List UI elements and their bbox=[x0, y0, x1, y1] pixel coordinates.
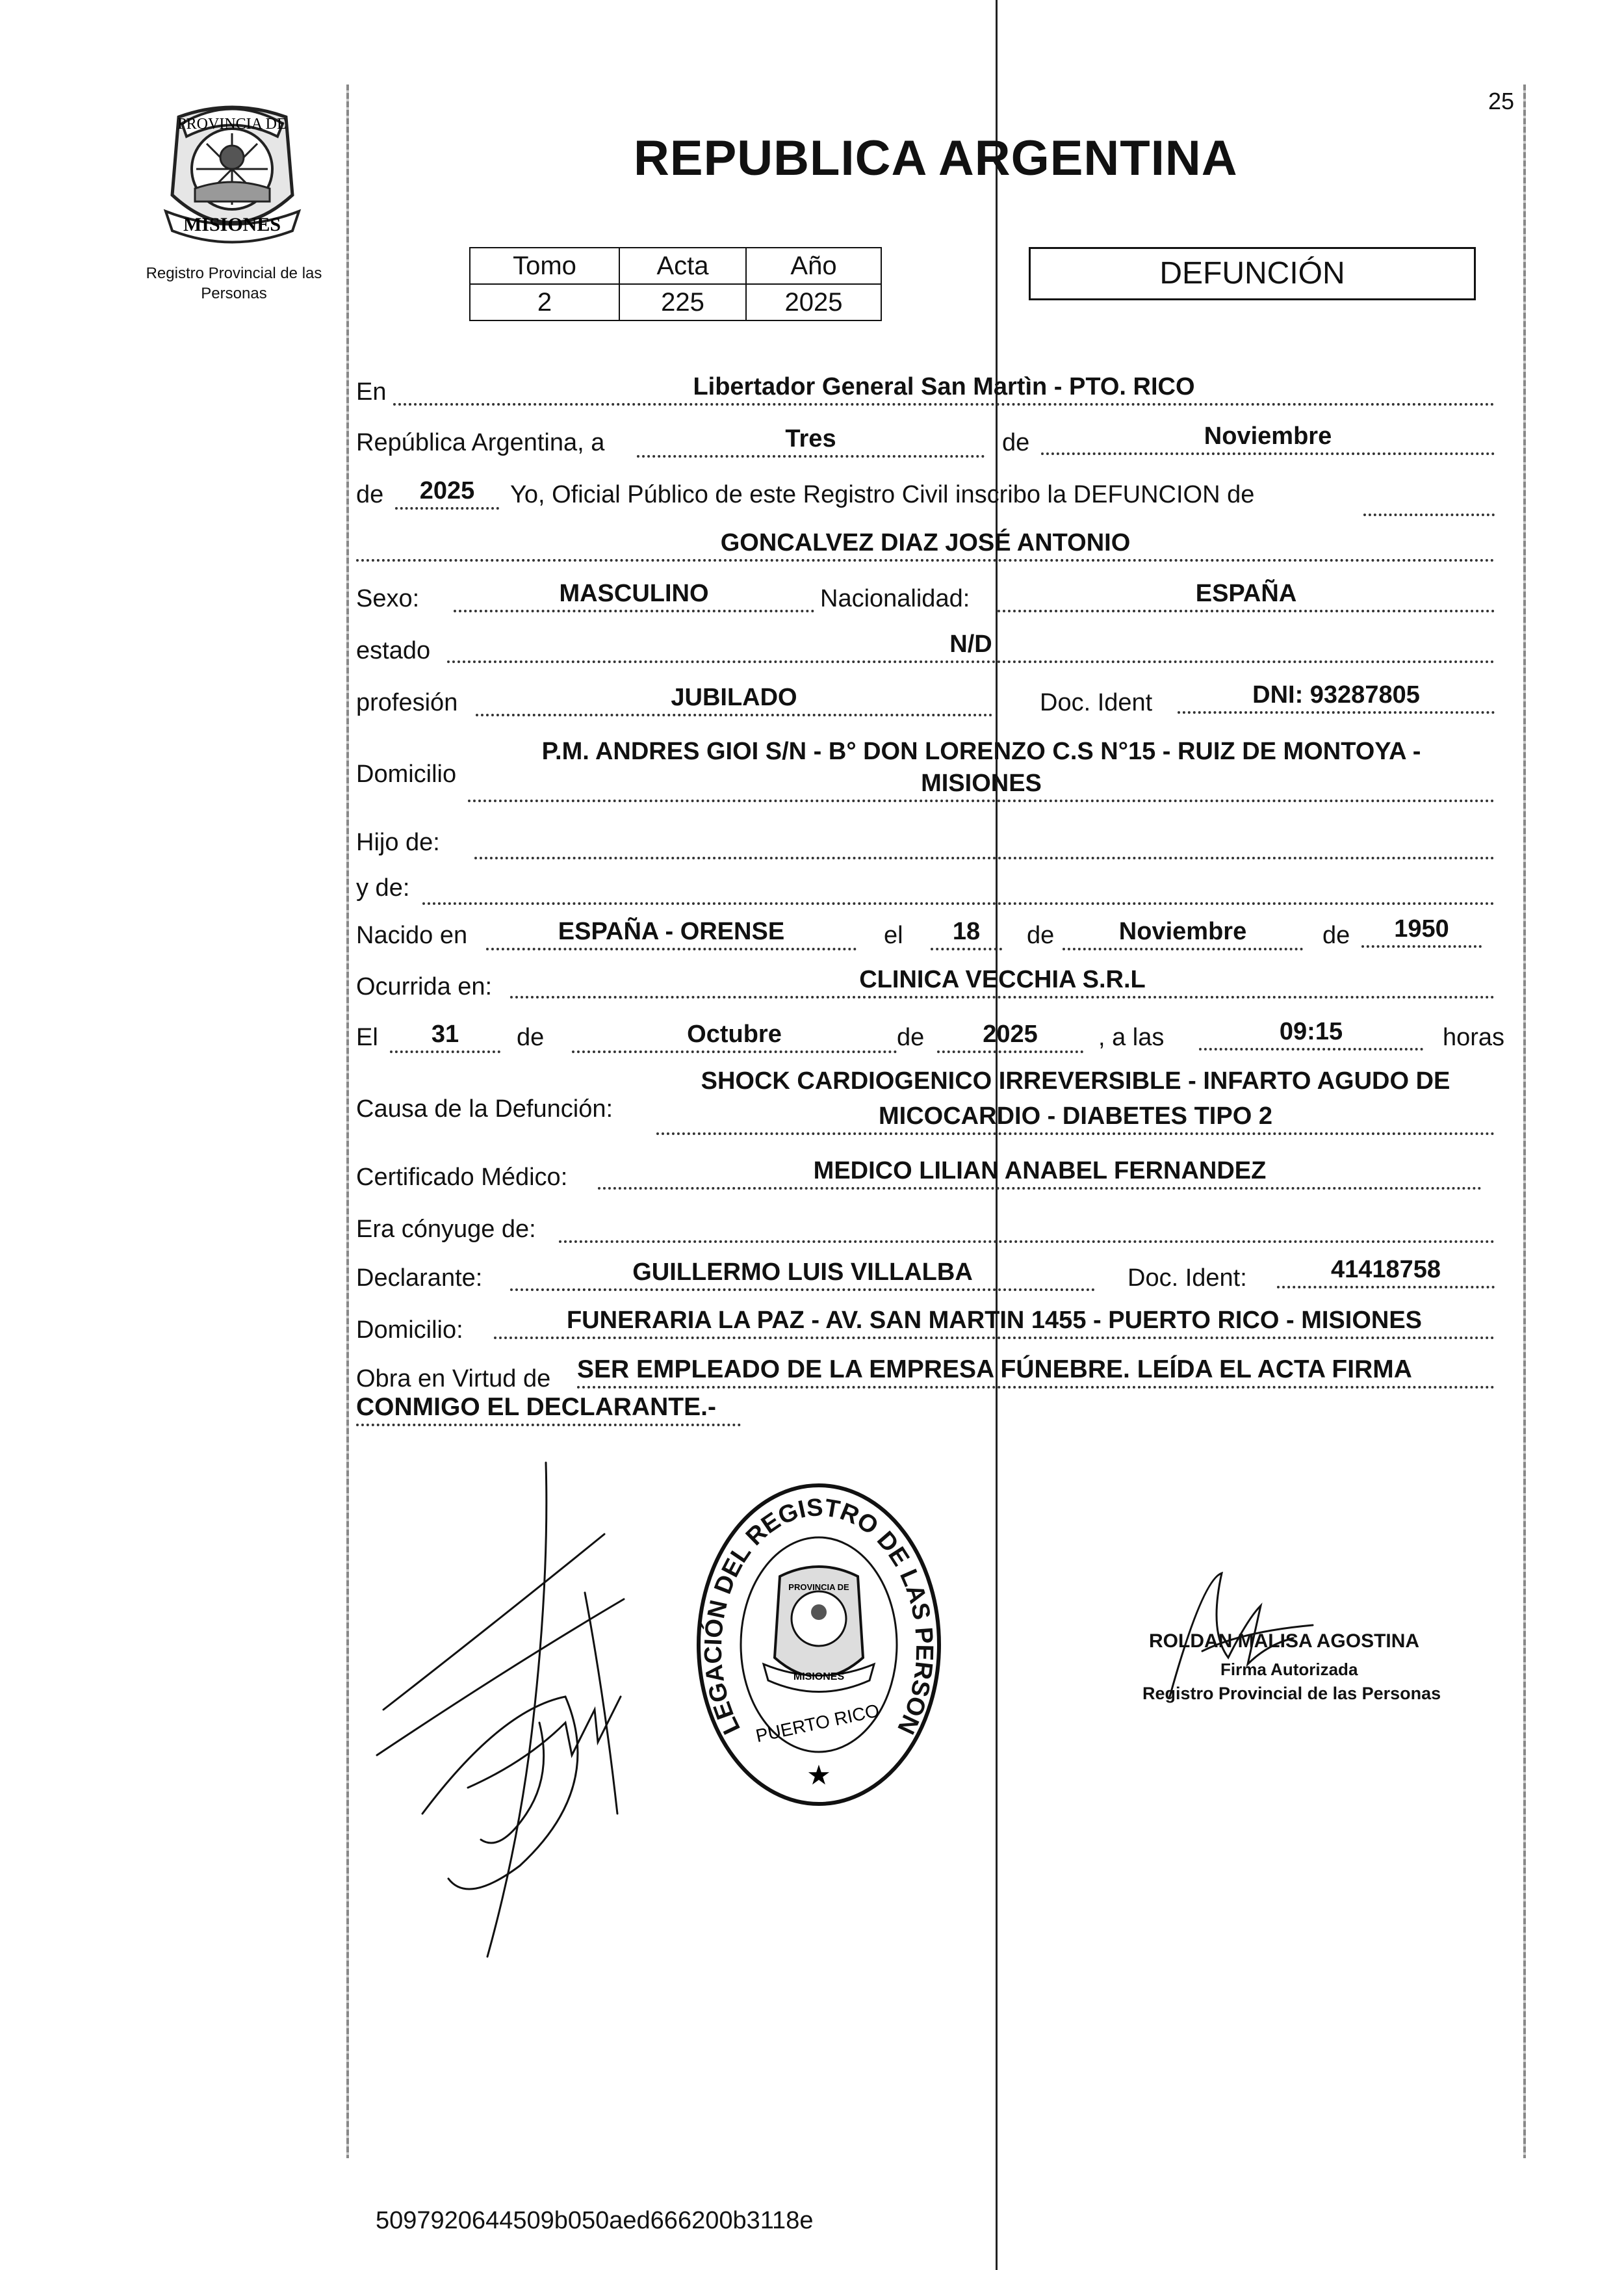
death-month-field: Octubre bbox=[572, 1018, 897, 1053]
document-hash: 5097920644509b050aed666200b3118e bbox=[376, 2207, 814, 2234]
death-time-field: 09:15 bbox=[1199, 1015, 1423, 1050]
label-causa: Causa de la Defunción: bbox=[356, 1095, 613, 1123]
label-de: de bbox=[517, 1024, 545, 1051]
svg-text:PROVINCIA DE: PROVINCIA DE bbox=[177, 116, 287, 133]
dni-field: DNI: 93287805 bbox=[1178, 679, 1495, 714]
label-a-las: , a las bbox=[1098, 1024, 1165, 1051]
svg-text:PROVINCIA DE: PROVINCIA DE bbox=[788, 1582, 849, 1592]
left-margin-rule bbox=[346, 85, 349, 2158]
birth-month-field: Noviembre bbox=[1063, 915, 1303, 950]
birth-year-field: 1950 bbox=[1361, 913, 1482, 948]
death-place-field: CLINICA VECCHIA S.R.L bbox=[510, 963, 1495, 998]
record-table-header: Año bbox=[746, 248, 881, 284]
svg-text:★: ★ bbox=[806, 1759, 831, 1791]
page-title: REPUBLICA ARGENTINA bbox=[634, 131, 1238, 186]
authority-role: Firma Autorizada bbox=[1220, 1660, 1358, 1679]
death-year-field: 2025 bbox=[937, 1018, 1083, 1053]
label-doc-ident: Doc. Ident: bbox=[1128, 1264, 1247, 1292]
label-declarante: Declarante: bbox=[356, 1264, 483, 1292]
place-field: Libertador General San Martìn - PTO. RICO bbox=[393, 371, 1495, 406]
basis-field-line2: CONMIGO EL DECLARANTE.- bbox=[356, 1391, 741, 1426]
registry-label: Registro Provincial de las Personas bbox=[146, 265, 322, 302]
authority-org: Registro Provincial de las Personas bbox=[1142, 1684, 1441, 1703]
death-day-field: 31 bbox=[390, 1018, 500, 1053]
label-de: de bbox=[1027, 922, 1055, 949]
address-field-line2: MISIONES bbox=[468, 767, 1495, 802]
label-oficial: Yo, Oficial Público de este Registro Civil inscribo la DEFUNCION de bbox=[510, 481, 1255, 508]
record-type-box: DEFUNCIÓN bbox=[1029, 247, 1476, 300]
nationality-field: ESPAÑA bbox=[998, 577, 1495, 612]
label-conyuge: Era cónyuge de: bbox=[356, 1216, 536, 1243]
registry-seal bbox=[682, 1463, 955, 1830]
label-sexo: Sexo: bbox=[356, 585, 420, 612]
label-profesion: profesión bbox=[356, 689, 458, 716]
record-table-header: Tomo bbox=[470, 248, 619, 284]
mother-field bbox=[422, 870, 1495, 905]
birthplace-field: ESPAÑA - ORENSE bbox=[486, 915, 857, 950]
label-el: El bbox=[356, 1024, 378, 1051]
label-horas: horas bbox=[1443, 1024, 1505, 1051]
record-table-cell: 225 bbox=[619, 284, 746, 320]
misiones-emblem bbox=[153, 98, 312, 257]
label-nacido-en: Nacido en bbox=[356, 922, 468, 949]
certificate-field: MEDICO LILIAN ANABEL FERNANDEZ bbox=[598, 1155, 1482, 1190]
label-domicilio: Domicilio bbox=[356, 761, 457, 788]
basis-field-line1: SER EMPLEADO DE LA EMPRESA FÚNEBRE. LEÍDA EL ACTA FIRMA bbox=[577, 1353, 1495, 1389]
father-field bbox=[474, 824, 1495, 859]
label-domicilio: Domicilio: bbox=[356, 1316, 463, 1344]
svg-text:MISIONES: MISIONES bbox=[793, 1671, 845, 1682]
label-de: de bbox=[897, 1024, 925, 1051]
year-registered-field: 2025 bbox=[395, 475, 499, 510]
label-de: de bbox=[1322, 922, 1350, 949]
birth-day-field: 18 bbox=[931, 915, 1002, 950]
record-table-cell: 2025 bbox=[746, 284, 881, 320]
label-en: En bbox=[356, 378, 387, 406]
day-registered-field: Tres bbox=[637, 423, 985, 458]
label-el: el bbox=[884, 922, 903, 949]
fold-line bbox=[996, 0, 998, 2270]
declarant-signature bbox=[370, 1450, 734, 1999]
declarant-address-field: FUNERARIA LA PAZ - AV. SAN MARTIN 1455 - PUERTO RICO - MISIONES bbox=[494, 1304, 1495, 1339]
svg-text:DELEGACIÓN DEL REGISTRO DE LAS: LEGACIÓN DEL REGISTRO DE LAS PERSON bbox=[699, 1494, 938, 1739]
marital-status-field: N/D bbox=[447, 628, 1495, 663]
record-table-cell: 2 bbox=[470, 284, 619, 320]
label-ocurrida-en: Ocurrida en: bbox=[356, 973, 493, 1000]
label-y-de: y de: bbox=[356, 874, 410, 902]
declarant-field: GUILLERMO LUIS VILLALBA bbox=[510, 1256, 1095, 1291]
deceased-name-field: GONCALVEZ DIAZ JOSÉ ANTONIO bbox=[356, 527, 1495, 562]
svg-text:MISIONES: MISIONES bbox=[183, 214, 281, 235]
label-de: de bbox=[356, 481, 384, 508]
right-margin-rule bbox=[1523, 85, 1526, 2158]
cause-field-line2: MICOCARDIO - DIABETES TIPO 2 bbox=[656, 1100, 1495, 1135]
label-nacionalidad: Nacionalidad: bbox=[820, 585, 970, 612]
dotted-fill bbox=[1363, 481, 1495, 516]
label-obra-en-virtud: Obra en Virtud de bbox=[356, 1365, 551, 1392]
authority-name: ROLDAN MALISA AGOSTINA bbox=[1149, 1630, 1420, 1652]
label-doc-ident: Doc. Ident bbox=[1040, 689, 1153, 716]
declarant-doc-field: 41418758 bbox=[1277, 1253, 1495, 1288]
spouse-field bbox=[559, 1208, 1495, 1243]
record-table bbox=[469, 247, 882, 321]
label-certificado: Certificado Médico: bbox=[356, 1164, 568, 1191]
cause-field-line1: SHOCK CARDIOGENICO IRREVERSIBLE - INFARTO AGUDO DE bbox=[701, 1067, 1450, 1095]
label-republica: República Argentina, a bbox=[356, 429, 605, 456]
label-de: de bbox=[1002, 429, 1030, 456]
page-number: 25 bbox=[1488, 88, 1515, 114]
profession-field: JUBILADO bbox=[476, 681, 992, 716]
address-field-line1: P.M. ANDRES GIOI S/N - B° DON LORENZO C.S N°15 - RUIZ DE MONTOYA - bbox=[541, 738, 1421, 765]
sex-field: MASCULINO bbox=[454, 577, 814, 612]
label-estado: estado bbox=[356, 637, 431, 664]
label-hijo-de: Hijo de: bbox=[356, 829, 440, 856]
record-table-header: Acta bbox=[619, 248, 746, 284]
month-registered-field: Noviembre bbox=[1041, 420, 1495, 455]
svg-text:PUERTO RICO: PUERTO RICO bbox=[754, 1700, 881, 1746]
